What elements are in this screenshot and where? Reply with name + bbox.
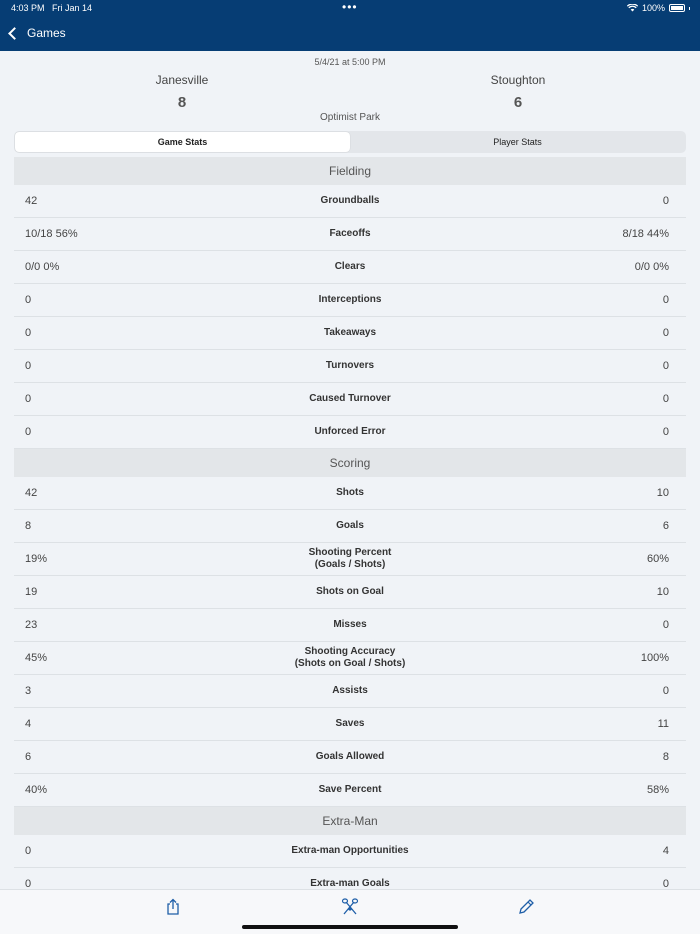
stat-row xyxy=(14,708,686,741)
stat-row xyxy=(14,185,686,218)
stat-label xyxy=(200,586,500,598)
stat-row xyxy=(14,835,686,868)
stat-label-text: Interceptions xyxy=(318,294,382,305)
home-team-name: Janesville xyxy=(155,73,209,87)
battery-percent: 100% xyxy=(641,3,665,13)
away-stat-value: 0 xyxy=(662,195,669,207)
stat-label xyxy=(200,751,500,763)
stat-row xyxy=(14,741,686,774)
stat-row xyxy=(14,543,686,576)
home-stat-value: 8 xyxy=(25,520,32,532)
home-stat-value: 0 xyxy=(25,360,32,372)
tab-player-stats[interactable]: Player Stats xyxy=(493,137,542,147)
back-button[interactable] xyxy=(10,26,66,40)
home-stat-value: 42 xyxy=(25,487,38,499)
stats-table[interactable] xyxy=(14,157,686,889)
stat-label xyxy=(200,393,500,405)
status-right xyxy=(627,3,690,13)
away-stat-value: 100% xyxy=(640,652,669,664)
home-stat-value: 0 xyxy=(25,845,32,857)
chevron-left-icon xyxy=(8,27,21,40)
home-stat-value: 19 xyxy=(25,586,38,598)
stat-row xyxy=(14,251,686,284)
home-stat-value: 45% xyxy=(25,652,48,664)
stat-label xyxy=(200,261,500,273)
home-stat-value: 42 xyxy=(25,195,38,207)
home-stat-value: 0 xyxy=(25,426,32,438)
home-stat-value: 0 xyxy=(25,327,32,339)
tab-game-stats[interactable]: Game Stats xyxy=(15,132,350,152)
stat-label xyxy=(200,718,500,730)
pencil-icon[interactable] xyxy=(517,898,535,916)
section-header: Extra-Man xyxy=(14,807,686,835)
status-time: 4:03 PM Fri Jan 14 xyxy=(11,3,93,13)
stat-label xyxy=(200,327,500,339)
stat-row xyxy=(14,218,686,251)
stat-label-text: Clears xyxy=(334,261,366,272)
stat-label-text: Saves xyxy=(335,718,365,729)
stat-row xyxy=(14,416,686,449)
stat-label xyxy=(200,228,500,240)
wifi-icon xyxy=(627,4,638,12)
away-team-score: 6 xyxy=(513,94,523,111)
game-header xyxy=(0,51,700,131)
stat-label-text: Shooting Accuracy xyxy=(304,646,396,657)
stat-label xyxy=(200,195,500,207)
away-stat-value: 0 xyxy=(662,393,669,405)
away-stat-value: 4 xyxy=(662,845,669,857)
stat-label xyxy=(200,360,500,372)
stat-row xyxy=(14,642,686,675)
away-stat-value: 0 xyxy=(662,685,669,697)
stat-row xyxy=(14,774,686,807)
home-stat-value: 4 xyxy=(25,718,32,730)
stat-label xyxy=(200,784,500,796)
away-stat-value: 8/18 44% xyxy=(622,228,669,240)
stat-label-text: Turnovers xyxy=(325,360,375,371)
stat-label-text: Goals Allowed xyxy=(315,751,385,762)
home-stat-value: 0 xyxy=(25,878,32,889)
away-stat-value: 0 xyxy=(662,878,669,889)
status-bar xyxy=(0,0,700,16)
stat-row xyxy=(14,350,686,383)
stat-label xyxy=(200,547,500,571)
home-stat-value: 10/18 56% xyxy=(25,228,78,240)
stat-row xyxy=(14,383,686,416)
multitasking-dots[interactable]: ••• xyxy=(342,0,358,14)
home-stat-value: 6 xyxy=(25,751,32,763)
stat-label-text: Shots xyxy=(336,487,364,498)
away-stat-value: 6 xyxy=(662,520,669,532)
stat-label xyxy=(200,426,500,438)
stat-row xyxy=(14,317,686,350)
battery-icon xyxy=(669,4,685,12)
away-team xyxy=(418,73,618,111)
stat-label xyxy=(200,520,500,532)
stat-label xyxy=(200,619,500,631)
away-stat-value: 0 xyxy=(662,294,669,306)
away-stat-value: 10 xyxy=(656,586,669,598)
stat-label-text: Misses xyxy=(333,619,367,630)
away-stat-value: 0 xyxy=(662,360,669,372)
stat-label-text: Groundballs xyxy=(320,195,380,206)
away-stat-value: 58% xyxy=(646,784,669,796)
stat-label xyxy=(200,294,500,306)
stat-row xyxy=(14,609,686,642)
home-indicator xyxy=(242,925,458,929)
stat-label-text: Unforced Error xyxy=(314,426,386,437)
stat-row xyxy=(14,576,686,609)
stat-label-text: Shooting Percent xyxy=(308,547,392,558)
stat-label-text: Takeaways xyxy=(323,327,377,338)
home-stat-value: 3 xyxy=(25,685,32,697)
section-header: Fielding xyxy=(14,157,686,185)
back-label: Games xyxy=(27,26,66,40)
home-team xyxy=(82,73,282,111)
lacrosse-sticks-icon[interactable] xyxy=(341,898,359,916)
stat-label-text: Faceoffs xyxy=(329,228,371,239)
game-venue: Optimist Park xyxy=(319,112,380,123)
stat-label xyxy=(200,646,500,670)
away-stat-value: 8 xyxy=(662,751,669,763)
stat-row xyxy=(14,284,686,317)
stat-label xyxy=(200,845,500,857)
away-stat-value: 0/0 0% xyxy=(634,261,669,273)
share-icon[interactable] xyxy=(164,898,182,916)
stat-label-text: Shots on Goal xyxy=(316,586,384,597)
section-header: Scoring xyxy=(14,449,686,477)
stat-label-text: Extra-man Opportunities xyxy=(291,845,409,856)
stat-label-text: Assists xyxy=(332,685,368,696)
away-stat-value: 0 xyxy=(662,426,669,438)
stat-label xyxy=(200,487,500,499)
away-stat-value: 0 xyxy=(662,327,669,339)
home-stat-value: 23 xyxy=(25,619,38,631)
away-team-name: Stoughton xyxy=(490,73,546,87)
stat-label xyxy=(200,685,500,697)
stat-label-formula: (Shots on Goal / Shots) xyxy=(294,658,406,669)
home-stat-value: 40% xyxy=(25,784,48,796)
stat-label-text: Goals xyxy=(336,520,364,531)
stat-label-formula: (Goals / Shots) xyxy=(314,559,386,570)
stats-segmented-control xyxy=(14,131,686,153)
home-stat-value: 0 xyxy=(25,294,32,306)
away-stat-value: 10 xyxy=(656,487,669,499)
home-stat-value: 19% xyxy=(25,553,48,565)
home-stat-value: 0 xyxy=(25,393,32,405)
home-stat-value: 0/0 0% xyxy=(25,261,60,273)
stat-row xyxy=(14,510,686,543)
away-stat-value: 11 xyxy=(657,718,669,730)
stat-row xyxy=(14,675,686,708)
stat-row xyxy=(14,477,686,510)
stat-label-text: Caused Turnover xyxy=(309,393,391,404)
home-team-score: 8 xyxy=(177,94,187,111)
game-datetime: 5/4/21 at 5:00 PM xyxy=(314,57,386,67)
away-stat-value: 0 xyxy=(662,619,669,631)
stat-label-text: Save Percent xyxy=(318,784,382,795)
stat-label-text: Extra-man Goals xyxy=(310,878,390,889)
navigation-bar xyxy=(0,0,700,51)
away-stat-value: 60% xyxy=(646,553,669,565)
stat-row xyxy=(14,868,686,889)
stat-label xyxy=(200,878,500,889)
